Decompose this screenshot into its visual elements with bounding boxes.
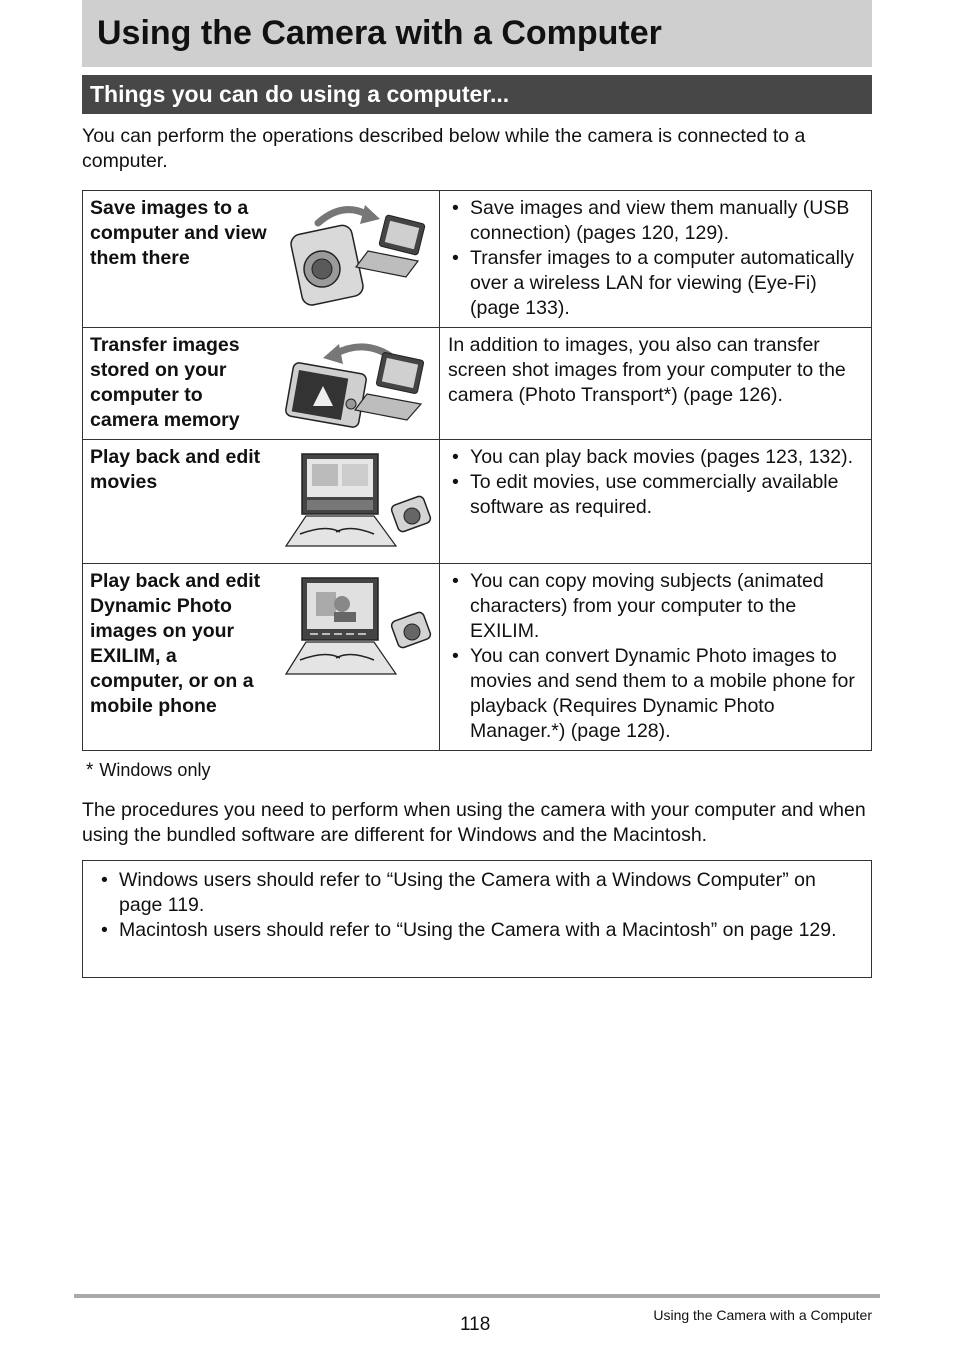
feature-cell bbox=[83, 440, 440, 564]
feature-cell bbox=[83, 564, 440, 751]
feature-title: Save images to a computer and view them there bbox=[90, 197, 267, 269]
feature-title: Transfer images stored on your computer to camera memory bbox=[90, 334, 240, 431]
footer-section-title: Using the Camera with a Computer bbox=[653, 1307, 872, 1323]
bullet-list bbox=[97, 868, 857, 943]
list-item: • You can copy moving subjects (animated characters) from your computer to the EXILIM. bbox=[448, 569, 863, 644]
list-item: • Save images and view them manually (USB connection) (pages 120, 129). bbox=[448, 196, 863, 246]
bullet-list bbox=[448, 569, 863, 744]
section-header-bar bbox=[82, 75, 872, 114]
procedures-paragraph: The procedures you need to perform when using the camera with your computer and when using the bundled software are different for Windows and the Macintosh. bbox=[82, 799, 866, 846]
list-item: • To edit movies, use commercially available software as required. bbox=[448, 470, 863, 520]
page-title-bar bbox=[82, 0, 872, 67]
page-title: Using the Camera with a Computer bbox=[97, 14, 662, 52]
feature-title: Play back and edit Dynamic Photo images on your EXILIM, a computer, or on a mobile phone bbox=[90, 570, 261, 717]
bullet-list bbox=[448, 196, 863, 321]
table-row bbox=[83, 191, 872, 328]
bullet-list bbox=[448, 445, 863, 520]
section-title: Things you can do using a computer... bbox=[90, 81, 510, 107]
feature-description bbox=[440, 564, 872, 751]
feature-description bbox=[440, 328, 872, 440]
list-item: • Macintosh users should refer to “Using the Camera with a Macintosh” on page 129. bbox=[97, 918, 857, 943]
reference-note-box bbox=[82, 860, 872, 978]
feature-cell bbox=[83, 328, 440, 440]
camera-to-laptop-icon bbox=[288, 201, 433, 311]
feature-description bbox=[440, 191, 872, 328]
table-row bbox=[83, 328, 872, 440]
computer-dynamic-photo-icon bbox=[276, 574, 436, 684]
table-row bbox=[83, 440, 872, 564]
page-number: 118 bbox=[460, 1314, 491, 1335]
list-item: • Windows users should refer to “Using the Camera with a Windows Computer” on page 119. bbox=[97, 868, 857, 918]
footnote-text: Windows only bbox=[99, 760, 211, 780]
features-table bbox=[82, 190, 872, 751]
feature-cell bbox=[83, 191, 440, 328]
intro-paragraph: You can perform the operations described below while the camera is connected to a computer. bbox=[82, 125, 806, 172]
footnote bbox=[86, 758, 210, 783]
list-item: • Transfer images to a computer automatically over a wireless LAN for viewing (Eye-Fi) (page 133). bbox=[448, 246, 863, 321]
feature-description bbox=[440, 440, 872, 564]
footer-divider bbox=[74, 1294, 880, 1298]
table-row bbox=[83, 564, 872, 751]
feature-text: In addition to images, you also can transfer screen shot images from your computer to the camera (Photo Transport*) (page 126). bbox=[448, 334, 846, 406]
footnote-mark: * bbox=[86, 760, 94, 781]
computer-editing-movies-icon bbox=[276, 450, 436, 556]
list-item: • You can play back movies (pages 123, 132). bbox=[448, 445, 863, 470]
list-item: • You can convert Dynamic Photo images to movies and send them to a mobile phone for playback (Requires Dynamic Photo Manager.*) (page 128). bbox=[448, 644, 863, 744]
laptop-to-camera-icon bbox=[283, 336, 433, 434]
feature-title: Play back and edit movies bbox=[90, 446, 261, 493]
